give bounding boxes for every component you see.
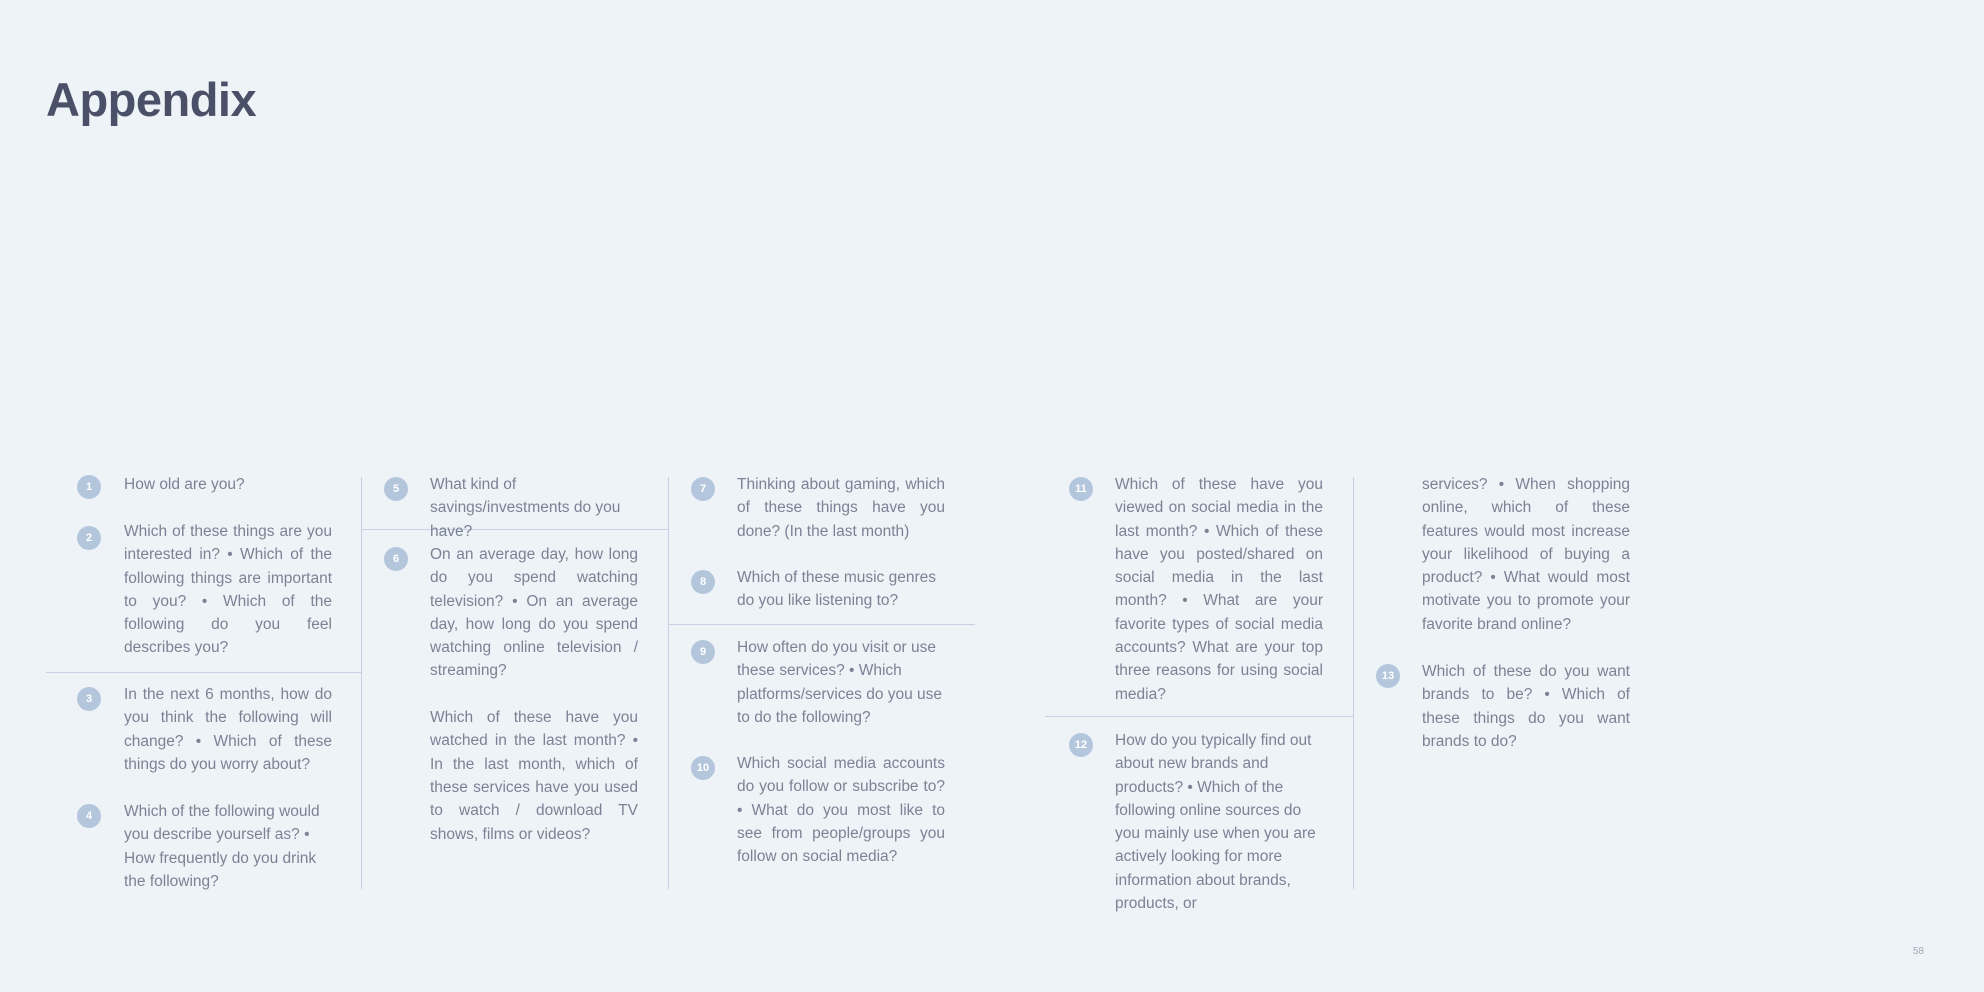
row-divider (668, 624, 975, 625)
question-text: Which of these music genres do you like listening to? (737, 569, 937, 610)
question-text: On an average day, how long do you spend watching television? • On an average day, how long do you spend watching online television / streaming? Which of these have you watched in the last month? • In the last month, which of these services have you used to watch / download TV shows, films or videos? (430, 546, 638, 843)
page-title: Appendix (46, 73, 257, 126)
question-text: What kind of savings/investments do you have? (430, 476, 621, 540)
question-number-badge: 13 (1376, 664, 1400, 688)
question-number-badge: 2 (77, 526, 101, 550)
question-text: Which of the following would you describe yourself as? • How frequently do you drink the following? (124, 803, 320, 890)
question-number-badge: 8 (691, 570, 715, 594)
question-number-badge: 4 (77, 804, 101, 828)
question-text: In the next 6 months, how do you think the following will change? • Which of these things do you worry about? (124, 686, 332, 773)
question-text-continued: services? • When shopping online, which of these features would most increase your likelihood of buying a product? • What would most motivate you to promote your favorite brand online? (1422, 476, 1630, 633)
question-number-badge: 3 (77, 687, 101, 711)
question-number-badge: 12 (1069, 733, 1093, 757)
row-divider (1045, 716, 1353, 717)
question-number-badge: 6 (384, 547, 408, 571)
question-number-badge: 9 (691, 640, 715, 664)
question-number-badge: 11 (1069, 477, 1093, 501)
question-text: Which social media accounts do you follow or subscribe to? • What do you most like to see from people/groups you follow on social media? (737, 755, 945, 866)
question-text: Which of these have you viewed on social media in the last month? • Which of these have you posted/shared on social media in the last month? • What are your favorite types of social media accounts? What are your top three reasons for using social media? (1115, 476, 1323, 703)
question-text: Which of these things are you interested in? • Which of the following things are important to you? • Which of the following do you feel describes you? (124, 523, 332, 657)
question-text: How often do you visit or use these services? • Which platforms/services do you use to do the following? (737, 639, 943, 726)
column-divider (1353, 477, 1354, 889)
question-number-badge: 7 (691, 477, 715, 501)
question-number-badge: 5 (384, 477, 408, 501)
question-number-badge: 1 (77, 475, 101, 499)
page-number: 58 (1912, 946, 1924, 957)
question-text: Which of these do you want brands to be? • Which of these things do you want brands to do? (1422, 663, 1630, 750)
question-text: How old are you? (124, 476, 245, 493)
row-divider (46, 672, 361, 673)
question-number-badge: 10 (691, 756, 715, 780)
question-text: How do you typically find out about new brands and products? • Which of the following online sources do you mainly use when you are actively looking for more information about brands, products, or (1115, 732, 1316, 913)
column-divider (361, 477, 362, 889)
question-text: Thinking about gaming, which of these things have you done? (In the last month) (737, 476, 945, 540)
column-divider (668, 477, 669, 889)
